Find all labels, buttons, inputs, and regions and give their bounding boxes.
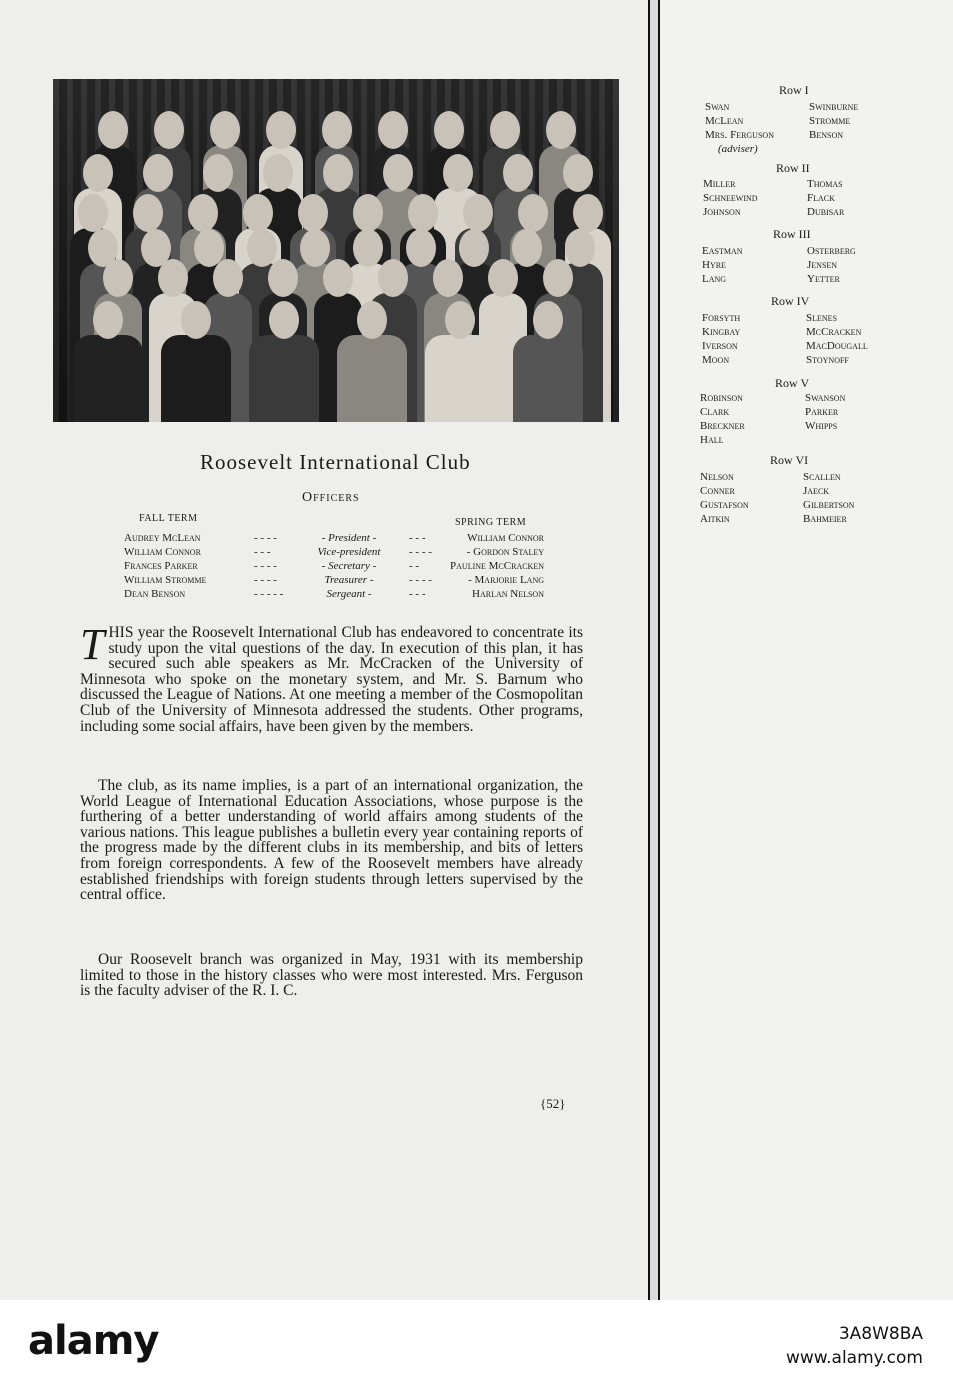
officer-row bbox=[124, 546, 544, 560]
person-head bbox=[78, 194, 108, 232]
person-head bbox=[512, 229, 542, 267]
roster-name: Johnson bbox=[703, 206, 741, 218]
body-paragraph-1 bbox=[80, 620, 583, 735]
paragraph-text: HIS year the Roosevelt International Club has endeavored to concentrate its study upon the vital questions of the day. In execution of this plan, it has secured such able speakers as Mr. McCracken of the University of Minnesota who spoke on the monetary system, and Mr. S. Barnum who discussed the League of Nations. At one meeting a member of the Cosmopolitan Club of the University of Minnesota addressed the students. Other programs, including some social affairs, have been given by the members. bbox=[80, 624, 583, 735]
person-head bbox=[133, 194, 163, 232]
roster-name: Swan bbox=[705, 101, 730, 113]
roster-name: Iverson bbox=[702, 340, 738, 352]
roster-name: Slenes bbox=[806, 312, 838, 324]
person-head bbox=[266, 111, 296, 149]
officer-role: - Secretary - bbox=[321, 560, 377, 572]
person-body bbox=[161, 335, 231, 422]
alamy-logo: alamy bbox=[28, 1318, 159, 1364]
person-head bbox=[573, 194, 603, 232]
person-head bbox=[188, 194, 218, 232]
image-id bbox=[786, 1322, 923, 1370]
roster-row-heading: Row V bbox=[775, 376, 810, 390]
person-head bbox=[445, 301, 475, 339]
roster-name: Kingbay bbox=[702, 326, 741, 338]
roster-name: Breckner bbox=[700, 420, 745, 432]
roster-name: MacDougall bbox=[806, 340, 868, 352]
roster-name: Forsyth bbox=[702, 312, 741, 324]
person-head bbox=[322, 111, 352, 149]
dash-leader: - - - - bbox=[409, 574, 432, 586]
fall-officer: Frances Parker bbox=[124, 560, 198, 572]
club-group-photo bbox=[53, 79, 619, 422]
page-title: Roosevelt International Club bbox=[200, 450, 471, 474]
roster-name: Dubisar bbox=[807, 206, 845, 218]
book-gutter bbox=[648, 0, 660, 1300]
person-head bbox=[408, 194, 438, 232]
dash-leader: - - - - bbox=[254, 532, 277, 544]
body-paragraph-3: Our Roosevelt branch was organized in May, 1931 with its membership limited to those in the history classes who were most interested. Mrs. Ferguson is the faculty adviser of the R. I. C. bbox=[80, 951, 583, 1000]
person-head bbox=[443, 154, 473, 192]
officer-role: - President - bbox=[321, 532, 377, 544]
officers-heading: Officers bbox=[302, 490, 360, 505]
roster-name: Thomas bbox=[807, 178, 843, 190]
dash-leader: - - - bbox=[409, 532, 426, 544]
person-head bbox=[154, 111, 184, 149]
person-head bbox=[181, 301, 211, 339]
spring-term-label: SPRING TERM bbox=[455, 517, 527, 528]
person-head bbox=[213, 259, 243, 297]
person-head bbox=[269, 301, 299, 339]
spring-officer: Pauline McCracken bbox=[450, 560, 544, 572]
person-head bbox=[268, 259, 298, 297]
roster-name: Parker bbox=[805, 406, 839, 418]
roster-name: Bahmeier bbox=[803, 513, 847, 525]
roster-name: Flack bbox=[807, 192, 835, 204]
officer-role: Sergeant - bbox=[326, 588, 372, 600]
roster-name: Mrs. Ferguson bbox=[705, 129, 774, 141]
roster-row-heading: Row IV bbox=[771, 294, 810, 308]
person-head bbox=[263, 154, 293, 192]
person-head bbox=[503, 154, 533, 192]
person-head bbox=[357, 301, 387, 339]
person-head bbox=[247, 229, 277, 267]
roster-name: Clark bbox=[700, 406, 730, 418]
drop-cap: T bbox=[80, 620, 105, 669]
roster-name: Osterberg bbox=[807, 245, 856, 257]
dash-leader: - - - - - bbox=[254, 588, 284, 600]
roster-name: McLean bbox=[705, 115, 744, 127]
roster-name: Swanson bbox=[805, 392, 846, 404]
person-head bbox=[323, 154, 353, 192]
person-head bbox=[563, 154, 593, 192]
person-head bbox=[463, 194, 493, 232]
dash-leader: - - - bbox=[254, 546, 271, 558]
person-head bbox=[353, 194, 383, 232]
person-body bbox=[337, 335, 407, 422]
page-number: {52} bbox=[540, 1096, 566, 1111]
person-body bbox=[425, 335, 495, 422]
site-url: www.alamy.com bbox=[785, 1348, 923, 1368]
roster-name: Jaeck bbox=[803, 485, 830, 497]
roster-name: Moon bbox=[702, 354, 730, 366]
roster-name: McCracken bbox=[806, 326, 862, 338]
officer-role: Vice-president bbox=[317, 546, 381, 558]
person-body bbox=[249, 335, 319, 422]
roster-name: Hyre bbox=[702, 259, 726, 271]
dash-leader: - - - - bbox=[254, 574, 277, 586]
roster-name: Lang bbox=[702, 273, 727, 285]
roster-name: Eastman bbox=[702, 245, 743, 257]
dash-leader: - - - bbox=[409, 588, 426, 600]
adviser-note: (adviser) bbox=[718, 143, 758, 155]
roster-name: Whipps bbox=[805, 420, 838, 432]
spring-officer: - Marjorie Lang bbox=[468, 574, 544, 586]
person-head bbox=[459, 229, 489, 267]
roster-row-heading: Row III bbox=[773, 227, 811, 241]
roster-name: Jensen bbox=[807, 259, 838, 271]
roster-name: Schneewind bbox=[703, 192, 758, 204]
person-head bbox=[546, 111, 576, 149]
roster-name: Stromme bbox=[809, 115, 851, 127]
person-head bbox=[433, 259, 463, 297]
roster-name: Benson bbox=[809, 129, 844, 141]
person-head bbox=[488, 259, 518, 297]
person-head bbox=[565, 229, 595, 267]
person-head bbox=[434, 111, 464, 149]
dash-leader: - - - - bbox=[254, 560, 277, 572]
body-paragraph-2: The club, as its name implies, is a part of an international organization, the World League of International Education Associations, whose purpose is the furthering of a better understanding of world affairs among students of the various nations. This league publishes a bulletin every year containing reports of the progress made by the different clubs in its membership, and bits of letters from foreign correspondents. A few of the Roosevelt members have already established friendships with foreign students through letters supervised by the central office. bbox=[80, 777, 583, 904]
officer-row bbox=[124, 574, 544, 588]
person-head bbox=[490, 111, 520, 149]
person-head bbox=[383, 154, 413, 192]
person-head bbox=[98, 111, 128, 149]
roster-name: Conner bbox=[700, 485, 735, 497]
dash-leader: - - - - bbox=[409, 546, 432, 558]
fall-officer: William Connor bbox=[124, 546, 201, 558]
dash-leader: - - bbox=[409, 560, 420, 572]
spring-officer: Harlan Nelson bbox=[472, 588, 544, 600]
person-head bbox=[543, 259, 573, 297]
roster-name: Yetter bbox=[807, 273, 840, 285]
fall-officer: William Stromme bbox=[124, 574, 207, 586]
person-head bbox=[210, 111, 240, 149]
officer-role: Treasurer - bbox=[324, 574, 374, 586]
person-head bbox=[300, 229, 330, 267]
roster-name: Aitkin bbox=[700, 513, 730, 525]
person-head bbox=[298, 194, 328, 232]
spring-officer: - Gordon Staley bbox=[466, 546, 544, 558]
roster-row-heading: Row I bbox=[779, 83, 809, 97]
person-head bbox=[518, 194, 548, 232]
person-body bbox=[73, 335, 143, 422]
roster-row-heading: Row II bbox=[776, 161, 810, 175]
roster-row-heading: Row VI bbox=[770, 453, 809, 467]
roster-name: Gustafson bbox=[700, 499, 749, 511]
person-body bbox=[513, 335, 583, 422]
roster-name: Scallen bbox=[803, 471, 841, 483]
person-head bbox=[243, 194, 273, 232]
roster-name: Robinson bbox=[700, 392, 743, 404]
image-id-code: 3A8W8BA bbox=[838, 1324, 923, 1344]
person-head bbox=[323, 259, 353, 297]
officer-row bbox=[124, 532, 544, 546]
person-head bbox=[83, 154, 113, 192]
person-head bbox=[158, 259, 188, 297]
fall-officer: Audrey McLean bbox=[124, 532, 201, 544]
person-head bbox=[103, 259, 133, 297]
person-head bbox=[143, 154, 173, 192]
fall-officer: Dean Benson bbox=[124, 588, 186, 600]
roster-name: Hall bbox=[700, 434, 724, 446]
person-head bbox=[353, 229, 383, 267]
spring-officer: William Connor bbox=[467, 532, 544, 544]
roster-name: Gilbertson bbox=[803, 499, 855, 511]
officer-row bbox=[124, 588, 544, 602]
person-head bbox=[203, 154, 233, 192]
roster-name: Stoynoff bbox=[806, 354, 849, 366]
person-head bbox=[378, 259, 408, 297]
fall-term-label: FALL TERM bbox=[139, 513, 198, 524]
person-head bbox=[533, 301, 563, 339]
person-head bbox=[378, 111, 408, 149]
person-head bbox=[406, 229, 436, 267]
roster-name: Miller bbox=[703, 178, 736, 190]
person-head bbox=[93, 301, 123, 339]
roster-name: Swinburne bbox=[809, 101, 859, 113]
roster-name: Nelson bbox=[700, 471, 734, 483]
officer-row bbox=[124, 560, 544, 574]
